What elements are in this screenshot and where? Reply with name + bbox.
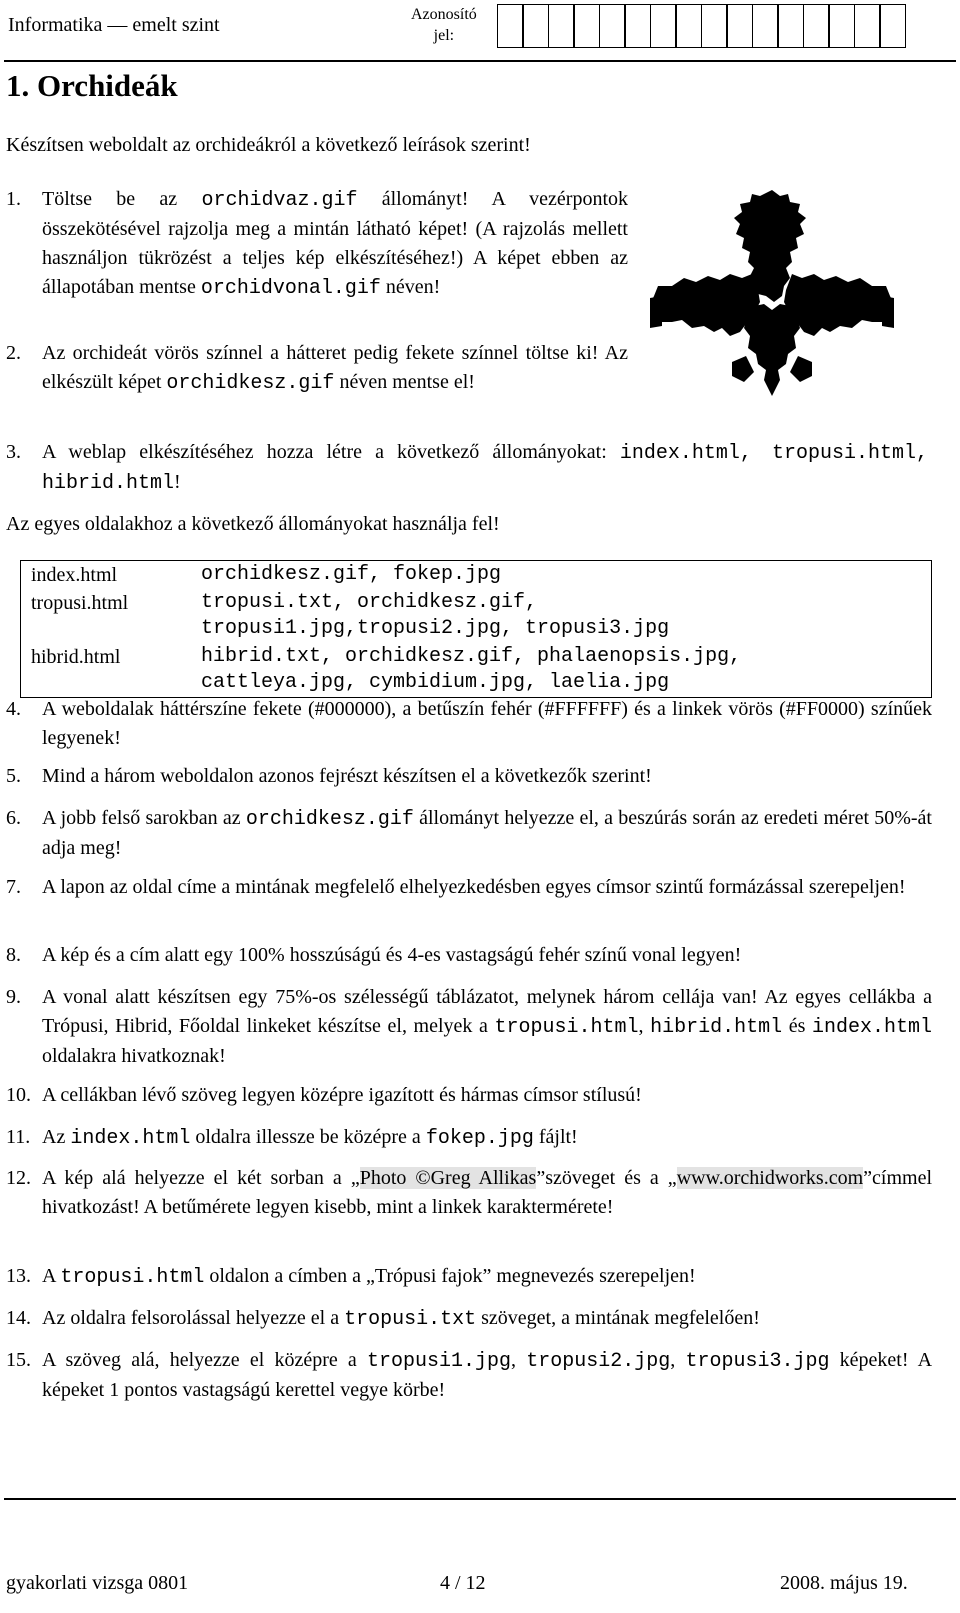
item-text: , (638, 1015, 651, 1037)
item-number: 10. (6, 1084, 31, 1106)
id-box[interactable] (828, 4, 855, 48)
filename: tropusi.html (494, 1016, 639, 1039)
filename: index.html (811, 1016, 932, 1039)
item-number: 1. (6, 188, 21, 210)
item-text: A szöveg alá, helyezze el középre a (42, 1349, 367, 1371)
highlighted-text: Photo ©Greg Allikas (359, 1167, 537, 1189)
files-line: cattleya.jpg, cymbidium.jpg, laelia.jpg (201, 671, 670, 694)
filename: orchidkesz.gif (245, 808, 414, 831)
header-divider (4, 60, 956, 62)
intro-text: Készítsen weboldalt az orchideákról a következő leírások szerint! (6, 134, 531, 156)
id-box[interactable] (624, 4, 651, 48)
item-text: állományt helyezze el, a beszúrás során az eredeti méret 50%-át adja meg! (42, 807, 932, 859)
item-number: 2. (6, 342, 21, 364)
filename: tropusi1.jpg (367, 1350, 512, 1373)
item-text: és (782, 1015, 812, 1037)
id-box[interactable] (650, 4, 677, 48)
item-text: A vonal alatt készítsen egy 75%-os szélességű táblázatot, melynek három cellája van! Az egyes cellákba a Trópusi, Hibrid, Főoldal linkeket készítse el, melyek a (42, 986, 932, 1037)
files-line: hibrid.txt, orchidkesz.gif, phalaenopsis.jpg, (201, 645, 742, 668)
id-box[interactable] (752, 4, 779, 48)
item-text: képeket! A képeket 1 pontos vastagságú kerettel vegye körbe! (42, 1349, 933, 1401)
item-number: 15. (6, 1349, 31, 1371)
id-box[interactable] (522, 4, 549, 48)
item-text: oldalra illessze be középre a (190, 1126, 426, 1148)
id-box[interactable] (599, 4, 626, 48)
item-number: 3. (6, 441, 21, 463)
filename: fokep.jpg (425, 1127, 534, 1150)
table-row (21, 643, 932, 698)
item-text: , (670, 1349, 686, 1371)
id-box[interactable] (548, 4, 575, 48)
filename: orchidvonal.gif (200, 277, 381, 300)
item-number: 6. (6, 807, 21, 829)
id-label (411, 4, 477, 46)
item-text: , (511, 1349, 527, 1371)
item-text: A lapon az oldal címe a mintának megfelelő elhelyezkedésben egyes címsor szintű formázással szerepeljen! (42, 876, 906, 898)
filename: index.html, tropusi.html, hibrid.html (42, 442, 928, 495)
id-box[interactable] (726, 4, 753, 48)
files-cell (191, 643, 932, 698)
id-box[interactable] (777, 4, 804, 48)
filename: orchidvaz.gif (201, 189, 358, 212)
item-number: 7. (6, 876, 21, 898)
id-box[interactable] (573, 4, 600, 48)
item-number: 14. (6, 1307, 31, 1329)
item-text: ! (174, 471, 181, 493)
files-table (20, 560, 932, 698)
item-text: ”szöveget és a „ (536, 1167, 677, 1189)
item-number: 12. (6, 1167, 31, 1189)
id-box[interactable] (675, 4, 702, 48)
files-line: tropusi.txt, orchidkesz.gif, (201, 591, 538, 614)
files-line: orchidkesz.gif, fokep.jpg (201, 563, 502, 586)
id-box[interactable] (803, 4, 830, 48)
filename: index.html (70, 1127, 191, 1150)
id-box[interactable] (879, 4, 906, 48)
item-text: állományt! A vezérpontok összekötésével rajzolja meg a mintán látható képet! (A rajzolás mellett használjon tükrözést a teljes kép elkészítéséhez!) A képet ebben az állapotában mentse (42, 188, 628, 298)
table-row (21, 561, 932, 590)
filename: tropusi3.jpg (685, 1350, 830, 1373)
page-cell: tropusi.html (21, 589, 192, 643)
page-cell: hibrid.html (21, 643, 192, 698)
item-text: Töltse be az (42, 188, 202, 210)
item-text: szöveget, a mintának megfelelően! (476, 1307, 760, 1329)
subject-header: Informatika — emelt szint (8, 14, 220, 36)
item-number: 4. (6, 698, 21, 720)
item-text: fájlt! (533, 1126, 578, 1148)
filename: tropusi2.jpg (526, 1350, 671, 1373)
item-text: Az orchideát vörös színnel a hátteret pedig fekete színnel töltse ki! Az elkészült képet (42, 342, 628, 393)
id-box[interactable] (701, 4, 728, 48)
id-label-line1: Azonosító (411, 6, 477, 23)
item-text: A kép és a cím alatt egy 100% hosszúságú és 4-es vastagságú fehér színű vonal legyen! (42, 944, 742, 966)
item-number: 5. (6, 765, 21, 787)
files-cell (191, 561, 932, 590)
item-text: Mind a három weboldalon azonos fejrészt készítsen el a következők szerint! (42, 765, 652, 787)
item-text: Az oldalra felsorolással helyezze el a (42, 1307, 345, 1329)
filename: orchidkesz.gif (166, 372, 335, 395)
item-text: A weboldalak háttérszíne fekete (#000000), a betűszín fehér (#FFFFFF) és a linkek vörös (#FF0000) színűek legyenek! (42, 698, 932, 749)
item-number: 11. (6, 1126, 31, 1148)
files-cell (191, 589, 932, 643)
item-text: oldalakra hivatkoznak! (42, 1045, 226, 1067)
id-boxes (498, 4, 906, 48)
item-text: A weblap elkészítéséhez hozza létre a következő állományokat: (42, 441, 620, 463)
item-text: ”címmel hivatkozást! A betűmérete legyen kisebb, mint a linkek karaktermérete! (42, 1167, 932, 1218)
item-number: 8. (6, 944, 21, 966)
item-text: oldalon a címben a „Trópusi fajok” megnevezés szerepeljen! (204, 1265, 696, 1287)
page-number: 4 / 12 (440, 1572, 486, 1594)
link-text: www.orchidworks.com (676, 1167, 864, 1189)
id-box[interactable] (854, 4, 881, 48)
footer-date: 2008. május 19. (780, 1572, 908, 1594)
item-text: A kép alá helyezze el két sorban a „ (42, 1167, 360, 1189)
orchid-image (650, 186, 894, 398)
footer-divider (4, 1498, 956, 1500)
filename: tropusi.txt (344, 1308, 477, 1331)
item-text: A jobb felső sarokban az (42, 807, 246, 829)
filename: tropusi.html (60, 1266, 205, 1289)
table-row (21, 589, 932, 643)
footer-exam: gyakorlati vizsga 0801 (6, 1572, 189, 1594)
id-label-line2: jel: (433, 27, 455, 44)
files-note: Az egyes oldalakhoz a következő állományokat használja fel! (6, 513, 500, 535)
task-title: 1. Orchideák (6, 68, 178, 103)
item-number: 9. (6, 986, 21, 1008)
item-text: Az (42, 1126, 71, 1148)
item-number: 13. (6, 1265, 31, 1287)
filename: hibrid.html (650, 1016, 783, 1039)
item-text: A cellákban lévő szöveg legyen középre igazított és hármas címsor stílusú! (42, 1084, 642, 1106)
item-text: néven mentse el! (334, 371, 475, 393)
item-text: A (42, 1265, 61, 1287)
page-cell: index.html (21, 561, 192, 590)
item-text: néven! (380, 276, 441, 298)
files-line: tropusi1.jpg,tropusi2.jpg, tropusi3.jpg (201, 617, 670, 640)
id-box[interactable] (497, 4, 524, 48)
